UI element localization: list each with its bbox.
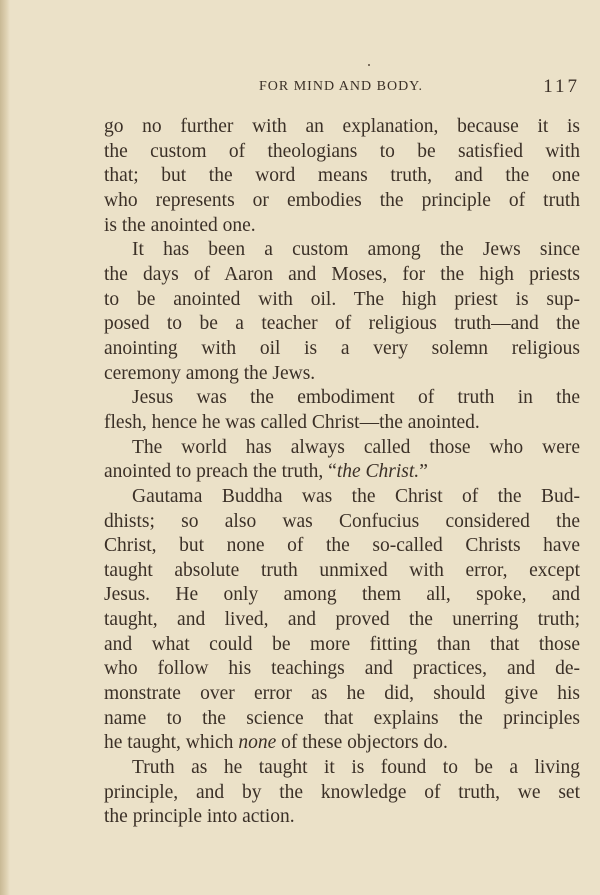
text-segment: ceremony among the Jews. — [104, 362, 316, 384]
text-line — [104, 608, 580, 633]
page-number: 117 — [543, 76, 580, 97]
text-line — [104, 164, 580, 189]
paragraph — [104, 756, 580, 830]
text-segment: go no further with an explanation, because it is — [104, 116, 580, 137]
text-segment: of these objectors do. — [276, 732, 448, 754]
text-segment: is the anointed one. — [104, 214, 256, 236]
text-segment: name to the science that explains the principles — [104, 707, 580, 729]
text-line — [104, 362, 580, 387]
text-line — [104, 238, 580, 263]
text-line — [104, 559, 580, 584]
text-line — [104, 510, 580, 535]
text-segment: Gautama Buddha was the Christ of the Bud- — [132, 485, 580, 507]
text-segment: taught, and lived, and proved the unerring truth; — [104, 609, 580, 631]
paragraph — [104, 436, 580, 485]
text-line — [104, 485, 580, 510]
text-line — [104, 534, 580, 559]
text-segment: Jesus. He only among them all, spoke, and — [104, 584, 580, 606]
text-segment: posed to be a teacher of religious truth—and the — [104, 313, 580, 335]
paragraph — [104, 485, 580, 756]
page-header — [104, 76, 580, 100]
text-line — [104, 115, 580, 140]
text-segment: Truth as he taught it is found to be a living — [132, 757, 580, 779]
text-line — [104, 189, 580, 214]
text-line — [104, 312, 580, 337]
text-segment: Jesus was the embodiment of truth in the — [132, 387, 580, 409]
running-title: FOR MIND AND BODY. — [259, 79, 423, 94]
body-text — [104, 115, 580, 830]
text-segment: the custom of theologians to be satisfied with — [104, 140, 580, 162]
print-speck — [368, 64, 370, 66]
text-segment: anointing with oil is a very solemn religious — [104, 337, 580, 359]
text-line — [104, 731, 580, 756]
text-segment: The world has always called those who were — [132, 436, 580, 458]
italic-text: the Christ. — [336, 461, 420, 483]
text-line — [104, 781, 580, 806]
text-segment: and what could be more fitting than that those — [104, 633, 580, 655]
text-line — [104, 140, 580, 165]
text-line — [104, 214, 580, 239]
text-segment: ” — [419, 461, 428, 483]
text-segment: anointed to preach the truth, “ — [104, 461, 337, 483]
italic-text: none — [238, 732, 277, 754]
text-segment: principle, and by the knowledge of truth, we set — [104, 781, 580, 803]
paragraph — [104, 386, 580, 435]
text-segment: flesh, hence he was called Christ—the anointed. — [104, 411, 480, 433]
text-line — [104, 707, 580, 732]
text-segment: monstrate over error as he did, should give his — [104, 683, 580, 705]
paragraph — [104, 238, 580, 386]
text-segment: who follow his teachings and practices, and de- — [104, 658, 580, 680]
text-line — [104, 805, 580, 830]
text-line — [104, 682, 580, 707]
text-line — [104, 288, 580, 313]
text-segment: dhists; so also was Confucius considered the — [104, 510, 580, 532]
text-segment: taught absolute truth unmixed with error, except — [104, 559, 580, 581]
text-line — [104, 337, 580, 362]
text-line — [104, 583, 580, 608]
text-line — [104, 386, 580, 411]
text-segment: the principle into action. — [104, 806, 295, 828]
book-binding-edge — [0, 0, 10, 895]
text-line — [104, 263, 580, 288]
text-line — [104, 756, 580, 781]
text-segment: who represents or embodies the principle of truth — [104, 189, 580, 211]
text-segment: the days of Aaron and Moses, for the high priests — [104, 263, 580, 285]
text-segment: to be anointed with oil. The high priest is sup- — [104, 288, 580, 310]
text-segment: that; but the word means truth, and the one — [104, 165, 580, 187]
text-segment: It has been a custom among the Jews since — [132, 239, 580, 261]
text-line — [104, 633, 580, 658]
text-segment: he taught, which — [104, 732, 239, 754]
text-line — [104, 460, 580, 485]
text-line — [104, 657, 580, 682]
text-segment: Christ, but none of the so-called Christs have — [104, 535, 580, 557]
paragraph — [104, 115, 580, 238]
text-line — [104, 436, 580, 461]
text-line — [104, 411, 580, 436]
